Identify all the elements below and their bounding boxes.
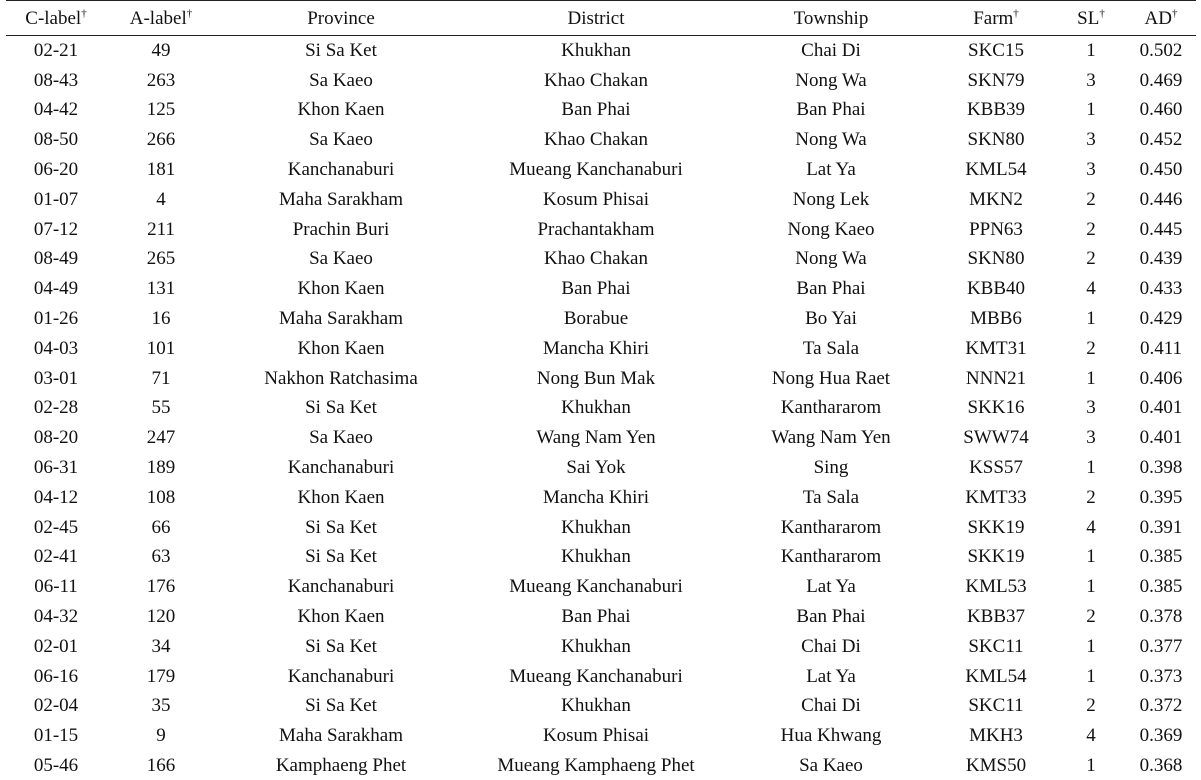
cell-ad: 0.429 xyxy=(1126,304,1196,334)
cell-sl: 2 xyxy=(1056,184,1126,214)
table-row xyxy=(6,36,1196,66)
cell-farm: MKN2 xyxy=(936,184,1056,214)
table-row xyxy=(6,661,1196,691)
cell-township: Bo Yai xyxy=(726,304,936,334)
cell-ad: 0.460 xyxy=(1126,95,1196,125)
cell-farm: MKH3 xyxy=(936,721,1056,751)
cell-township: Ban Phai xyxy=(726,602,936,632)
column-header-c-label xyxy=(6,1,106,36)
cell-ad: 0.373 xyxy=(1126,661,1196,691)
cell-c-label: 04-49 xyxy=(6,274,106,304)
cell-a-label: 55 xyxy=(106,393,216,423)
cell-sl: 2 xyxy=(1056,214,1126,244)
column-header-label: Province xyxy=(307,8,375,29)
column-header-a-label xyxy=(106,1,216,36)
cell-a-label: 66 xyxy=(106,512,216,542)
cell-township: Kanthararom xyxy=(726,512,936,542)
cell-a-label: 120 xyxy=(106,602,216,632)
cell-district: Ban Phai xyxy=(466,95,726,125)
cell-farm: KSS57 xyxy=(936,453,1056,483)
cell-c-label: 06-11 xyxy=(6,572,106,602)
cell-farm: KMT31 xyxy=(936,333,1056,363)
cell-ad: 0.433 xyxy=(1126,274,1196,304)
cell-c-label: 02-28 xyxy=(6,393,106,423)
cell-sl: 4 xyxy=(1056,274,1126,304)
cell-province: Khon Kaen xyxy=(216,333,466,363)
cell-township: Ta Sala xyxy=(726,333,936,363)
table-row xyxy=(6,721,1196,751)
cell-province: Nakhon Ratchasima xyxy=(216,363,466,393)
column-header-farm xyxy=(936,1,1056,36)
column-header-label: C-label xyxy=(25,8,81,29)
table-row xyxy=(6,542,1196,572)
table-row xyxy=(6,333,1196,363)
cell-ad: 0.398 xyxy=(1126,453,1196,483)
cell-province: Kanchanaburi xyxy=(216,572,466,602)
cell-township: Nong Wa xyxy=(726,244,936,274)
farm-ad-table xyxy=(6,0,1196,780)
cell-district: Mueang Kanchanaburi xyxy=(466,572,726,602)
cell-farm: KMS50 xyxy=(936,751,1056,780)
cell-sl: 2 xyxy=(1056,333,1126,363)
cell-c-label: 02-45 xyxy=(6,512,106,542)
cell-province: Sa Kaeo xyxy=(216,125,466,155)
table-row xyxy=(6,631,1196,661)
cell-c-label: 02-21 xyxy=(6,36,106,66)
cell-ad: 0.445 xyxy=(1126,214,1196,244)
cell-sl: 1 xyxy=(1056,661,1126,691)
cell-c-label: 04-42 xyxy=(6,95,106,125)
cell-a-label: 176 xyxy=(106,572,216,602)
cell-a-label: 34 xyxy=(106,631,216,661)
cell-ad: 0.446 xyxy=(1126,184,1196,214)
cell-c-label: 01-26 xyxy=(6,304,106,334)
cell-township: Nong Lek xyxy=(726,184,936,214)
cell-township: Lat Ya xyxy=(726,572,936,602)
cell-a-label: 265 xyxy=(106,244,216,274)
cell-ad: 0.372 xyxy=(1126,691,1196,721)
table-row xyxy=(6,125,1196,155)
cell-farm: SKC11 xyxy=(936,691,1056,721)
cell-ad: 0.395 xyxy=(1126,482,1196,512)
cell-c-label: 01-07 xyxy=(6,184,106,214)
table-row xyxy=(6,512,1196,542)
cell-district: Khukhan xyxy=(466,691,726,721)
cell-c-label: 04-03 xyxy=(6,333,106,363)
cell-province: Sa Kaeo xyxy=(216,244,466,274)
cell-province: Maha Sarakham xyxy=(216,721,466,751)
column-header-district xyxy=(466,1,726,36)
cell-district: Nong Bun Mak xyxy=(466,363,726,393)
cell-farm: PPN63 xyxy=(936,214,1056,244)
cell-farm: SKK19 xyxy=(936,542,1056,572)
table-row xyxy=(6,482,1196,512)
header-row xyxy=(6,1,1196,36)
cell-farm: KBB40 xyxy=(936,274,1056,304)
cell-province: Kanchanaburi xyxy=(216,661,466,691)
cell-c-label: 03-01 xyxy=(6,363,106,393)
footnote-mark: † xyxy=(1099,7,1105,19)
table-row xyxy=(6,691,1196,721)
cell-c-label: 02-01 xyxy=(6,631,106,661)
table-row xyxy=(6,363,1196,393)
table-body xyxy=(6,36,1196,780)
cell-district: Khukhan xyxy=(466,542,726,572)
cell-district: Sai Yok xyxy=(466,453,726,483)
cell-sl: 1 xyxy=(1056,453,1126,483)
table-row xyxy=(6,453,1196,483)
column-header-province xyxy=(216,1,466,36)
cell-c-label: 08-49 xyxy=(6,244,106,274)
cell-c-label: 06-20 xyxy=(6,155,106,185)
cell-farm: KML54 xyxy=(936,661,1056,691)
cell-township: Nong Hua Raet xyxy=(726,363,936,393)
cell-a-label: 181 xyxy=(106,155,216,185)
cell-ad: 0.411 xyxy=(1126,333,1196,363)
cell-district: Kosum Phisai xyxy=(466,184,726,214)
table-row xyxy=(6,65,1196,95)
column-header-label: AD xyxy=(1145,8,1172,29)
cell-a-label: 63 xyxy=(106,542,216,572)
cell-province: Khon Kaen xyxy=(216,95,466,125)
cell-ad: 0.439 xyxy=(1126,244,1196,274)
cell-farm: SKN79 xyxy=(936,65,1056,95)
cell-district: Borabue xyxy=(466,304,726,334)
cell-sl: 1 xyxy=(1056,631,1126,661)
cell-farm: SKK19 xyxy=(936,512,1056,542)
cell-sl: 1 xyxy=(1056,751,1126,780)
cell-sl: 3 xyxy=(1056,423,1126,453)
cell-province: Khon Kaen xyxy=(216,602,466,632)
cell-c-label: 08-20 xyxy=(6,423,106,453)
cell-c-label: 01-15 xyxy=(6,721,106,751)
cell-district: Mancha Khiri xyxy=(466,482,726,512)
cell-district: Mueang Kanchanaburi xyxy=(466,661,726,691)
cell-district: Prachantakham xyxy=(466,214,726,244)
cell-farm: SKN80 xyxy=(936,125,1056,155)
table-row xyxy=(6,602,1196,632)
cell-sl: 2 xyxy=(1056,691,1126,721)
cell-a-label: 108 xyxy=(106,482,216,512)
cell-province: Si Sa Ket xyxy=(216,691,466,721)
cell-township: Nong Kaeo xyxy=(726,214,936,244)
cell-a-label: 35 xyxy=(106,691,216,721)
cell-c-label: 05-46 xyxy=(6,751,106,780)
cell-township: Chai Di xyxy=(726,36,936,66)
cell-a-label: 179 xyxy=(106,661,216,691)
cell-province: Kanchanaburi xyxy=(216,155,466,185)
cell-ad: 0.391 xyxy=(1126,512,1196,542)
cell-sl: 1 xyxy=(1056,542,1126,572)
table-row xyxy=(6,244,1196,274)
cell-township: Hua Khwang xyxy=(726,721,936,751)
cell-sl: 2 xyxy=(1056,482,1126,512)
cell-c-label: 04-12 xyxy=(6,482,106,512)
table-row xyxy=(6,155,1196,185)
cell-c-label: 08-43 xyxy=(6,65,106,95)
cell-ad: 0.450 xyxy=(1126,155,1196,185)
cell-province: Sa Kaeo xyxy=(216,423,466,453)
table-row xyxy=(6,304,1196,334)
table-row xyxy=(6,184,1196,214)
cell-township: Ta Sala xyxy=(726,482,936,512)
cell-district: Khao Chakan xyxy=(466,244,726,274)
cell-a-label: 166 xyxy=(106,751,216,780)
cell-sl: 3 xyxy=(1056,65,1126,95)
table-row xyxy=(6,393,1196,423)
cell-province: Si Sa Ket xyxy=(216,36,466,66)
cell-province: Kamphaeng Phet xyxy=(216,751,466,780)
cell-sl: 2 xyxy=(1056,602,1126,632)
table-row xyxy=(6,423,1196,453)
cell-c-label: 07-12 xyxy=(6,214,106,244)
table-row xyxy=(6,751,1196,780)
cell-province: Si Sa Ket xyxy=(216,631,466,661)
cell-district: Wang Nam Yen xyxy=(466,423,726,453)
footnote-mark: † xyxy=(1013,7,1019,19)
cell-township: Sing xyxy=(726,453,936,483)
cell-province: Khon Kaen xyxy=(216,274,466,304)
cell-ad: 0.385 xyxy=(1126,542,1196,572)
cell-district: Khukhan xyxy=(466,631,726,661)
cell-district: Mancha Khiri xyxy=(466,333,726,363)
cell-a-label: 101 xyxy=(106,333,216,363)
cell-c-label: 06-31 xyxy=(6,453,106,483)
cell-farm: MBB6 xyxy=(936,304,1056,334)
cell-sl: 2 xyxy=(1056,244,1126,274)
cell-a-label: 131 xyxy=(106,274,216,304)
cell-ad: 0.452 xyxy=(1126,125,1196,155)
cell-township: Ban Phai xyxy=(726,95,936,125)
column-header-label: District xyxy=(568,8,625,29)
cell-district: Khukhan xyxy=(466,512,726,542)
cell-district: Kosum Phisai xyxy=(466,721,726,751)
cell-sl: 1 xyxy=(1056,363,1126,393)
cell-township: Chai Di xyxy=(726,631,936,661)
cell-ad: 0.368 xyxy=(1126,751,1196,780)
cell-township: Ban Phai xyxy=(726,274,936,304)
cell-province: Si Sa Ket xyxy=(216,542,466,572)
cell-township: Lat Ya xyxy=(726,661,936,691)
cell-township: Kanthararom xyxy=(726,542,936,572)
cell-ad: 0.385 xyxy=(1126,572,1196,602)
cell-farm: SWW74 xyxy=(936,423,1056,453)
column-header-label: SL xyxy=(1077,8,1099,29)
cell-township: Wang Nam Yen xyxy=(726,423,936,453)
cell-township: Nong Wa xyxy=(726,125,936,155)
cell-sl: 3 xyxy=(1056,155,1126,185)
cell-farm: NNN21 xyxy=(936,363,1056,393)
cell-c-label: 08-50 xyxy=(6,125,106,155)
cell-a-label: 125 xyxy=(106,95,216,125)
cell-farm: SKK16 xyxy=(936,393,1056,423)
cell-sl: 1 xyxy=(1056,572,1126,602)
table-row xyxy=(6,274,1196,304)
cell-sl: 3 xyxy=(1056,393,1126,423)
cell-province: Maha Sarakham xyxy=(216,184,466,214)
cell-a-label: 4 xyxy=(106,184,216,214)
footnote-mark: † xyxy=(1172,7,1178,19)
column-header-ad xyxy=(1126,1,1196,36)
footnote-mark: † xyxy=(187,7,193,19)
cell-township: Lat Ya xyxy=(726,155,936,185)
cell-province: Si Sa Ket xyxy=(216,393,466,423)
cell-ad: 0.401 xyxy=(1126,423,1196,453)
cell-c-label: 04-32 xyxy=(6,602,106,632)
cell-province: Maha Sarakham xyxy=(216,304,466,334)
cell-township: Nong Wa xyxy=(726,65,936,95)
cell-ad: 0.401 xyxy=(1126,393,1196,423)
cell-farm: SKC15 xyxy=(936,36,1056,66)
table-row xyxy=(6,572,1196,602)
column-header-township xyxy=(726,1,936,36)
cell-a-label: 16 xyxy=(106,304,216,334)
cell-township: Kanthararom xyxy=(726,393,936,423)
cell-a-label: 266 xyxy=(106,125,216,155)
table-row xyxy=(6,214,1196,244)
cell-farm: SKC11 xyxy=(936,631,1056,661)
cell-sl: 4 xyxy=(1056,512,1126,542)
cell-farm: KMT33 xyxy=(936,482,1056,512)
cell-township: Sa Kaeo xyxy=(726,751,936,780)
cell-farm: KML54 xyxy=(936,155,1056,185)
cell-province: Si Sa Ket xyxy=(216,512,466,542)
cell-ad: 0.369 xyxy=(1126,721,1196,751)
cell-district: Khao Chakan xyxy=(466,125,726,155)
cell-district: Ban Phai xyxy=(466,274,726,304)
cell-district: Khao Chakan xyxy=(466,65,726,95)
cell-sl: 1 xyxy=(1056,36,1126,66)
cell-ad: 0.378 xyxy=(1126,602,1196,632)
cell-a-label: 189 xyxy=(106,453,216,483)
cell-district: Ban Phai xyxy=(466,602,726,632)
cell-farm: KBB37 xyxy=(936,602,1056,632)
cell-farm: KML53 xyxy=(936,572,1056,602)
cell-c-label: 06-16 xyxy=(6,661,106,691)
cell-province: Sa Kaeo xyxy=(216,65,466,95)
cell-township: Chai Di xyxy=(726,691,936,721)
cell-district: Khukhan xyxy=(466,393,726,423)
cell-province: Prachin Buri xyxy=(216,214,466,244)
cell-sl: 4 xyxy=(1056,721,1126,751)
cell-a-label: 263 xyxy=(106,65,216,95)
cell-a-label: 247 xyxy=(106,423,216,453)
table-header xyxy=(6,1,1196,36)
column-header-label: A-label xyxy=(130,8,187,29)
cell-district: Khukhan xyxy=(466,36,726,66)
column-header-label: Township xyxy=(794,8,869,29)
table-row xyxy=(6,95,1196,125)
cell-a-label: 211 xyxy=(106,214,216,244)
cell-ad: 0.406 xyxy=(1126,363,1196,393)
cell-ad: 0.469 xyxy=(1126,65,1196,95)
cell-a-label: 49 xyxy=(106,36,216,66)
cell-province: Kanchanaburi xyxy=(216,453,466,483)
cell-a-label: 71 xyxy=(106,363,216,393)
cell-c-label: 02-04 xyxy=(6,691,106,721)
cell-a-label: 9 xyxy=(106,721,216,751)
cell-farm: SKN80 xyxy=(936,244,1056,274)
cell-ad: 0.377 xyxy=(1126,631,1196,661)
cell-district: Mueang Kamphaeng Phet xyxy=(466,751,726,780)
cell-province: Khon Kaen xyxy=(216,482,466,512)
cell-sl: 1 xyxy=(1056,304,1126,334)
cell-district: Mueang Kanchanaburi xyxy=(466,155,726,185)
cell-sl: 3 xyxy=(1056,125,1126,155)
column-header-sl xyxy=(1056,1,1126,36)
cell-farm: KBB39 xyxy=(936,95,1056,125)
column-header-label: Farm xyxy=(973,8,1013,29)
footnote-mark: † xyxy=(81,7,87,19)
cell-c-label: 02-41 xyxy=(6,542,106,572)
cell-ad: 0.502 xyxy=(1126,36,1196,66)
cell-sl: 1 xyxy=(1056,95,1126,125)
